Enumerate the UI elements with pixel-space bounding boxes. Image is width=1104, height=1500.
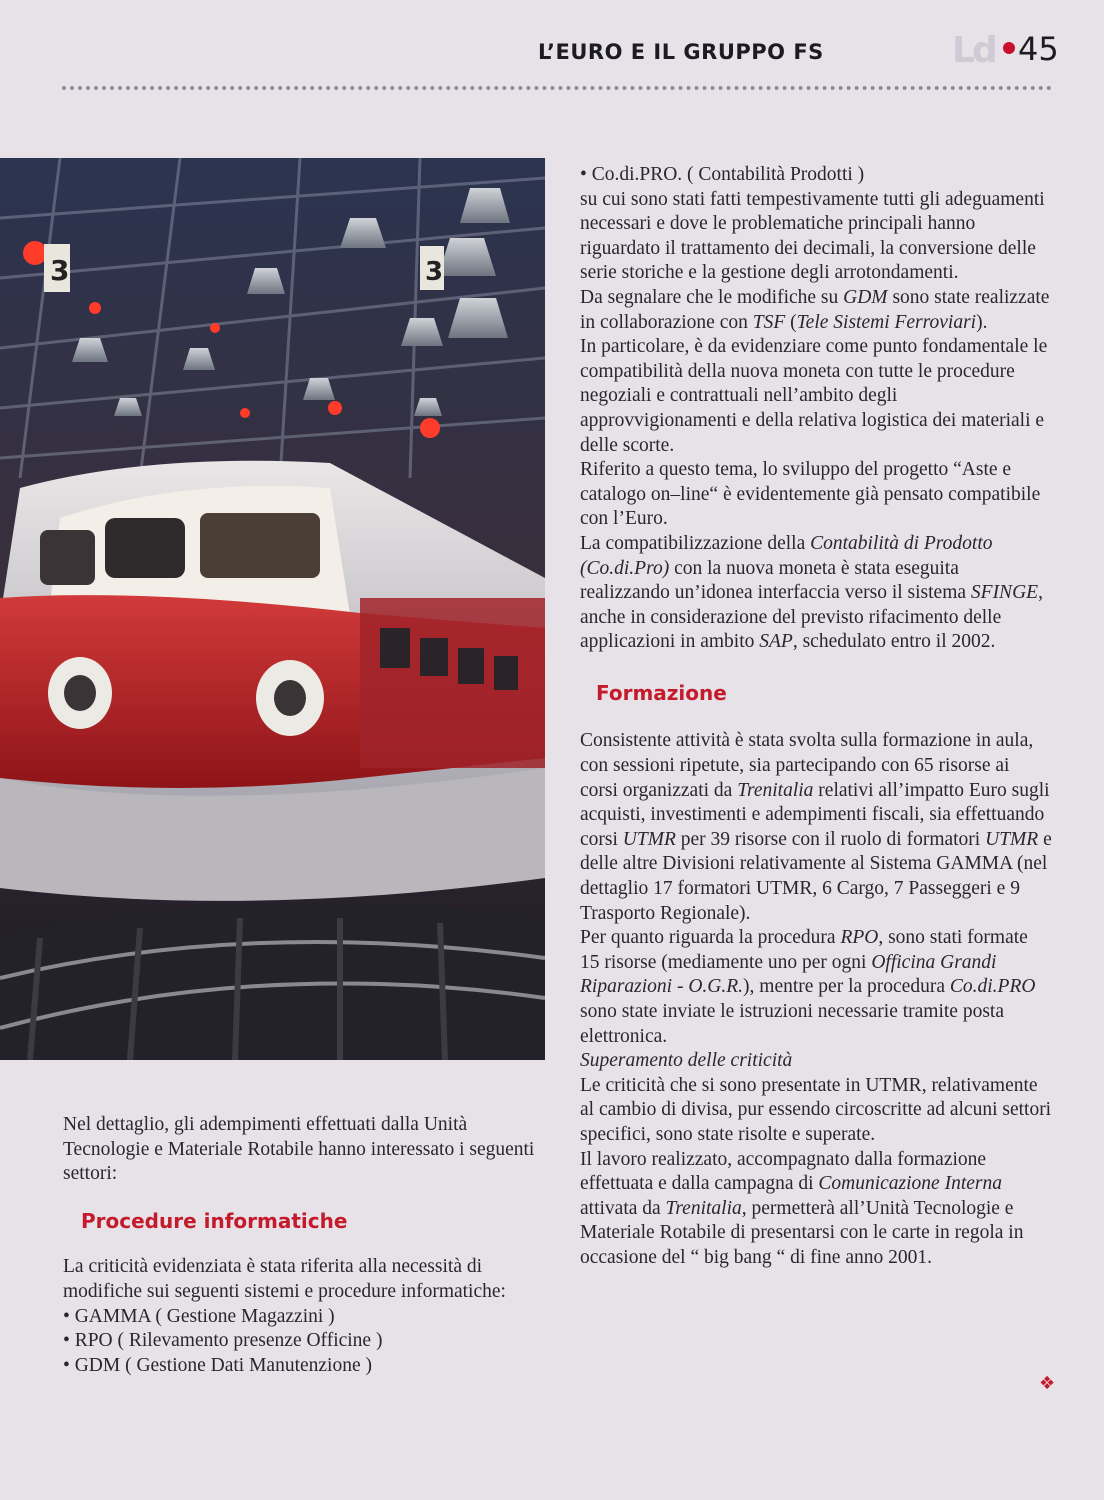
end-mark-icon: ❖ (1039, 1373, 1056, 1394)
paragraph: su cui sono stati fatti tempestivamente tutti gli adeguamenti necessari e dove le problematiche principali hanno riguardato il trattamento dei decimali, la conversione delle serie storiche e la gestione degli arrotondamenti. (580, 188, 1045, 284)
paragraph: Riferito a questo tema, lo sviluppo del progetto “Aste e catalogo on–line“ è evidentemente già pensato compatibile con l’Euro. (580, 459, 1041, 530)
list-item: • GDM ( Gestione Dati Manutenzione ) (63, 1354, 373, 1376)
list-item: • GAMMA ( Gestione Magazzini ) (63, 1305, 335, 1327)
intro-paragraph: Nel dettaglio, gli adempimenti effettuati dalla Unità Tecnologie e Materiale Rotabile hanno interessato i seguenti settori: (63, 1114, 535, 1185)
procedure-paragraph: La criticità evidenziata è stata riferita alla necessità di modifiche sui seguenti sistemi e procedure informatiche: (63, 1256, 506, 1302)
magazine-logo: Ld (952, 30, 995, 71)
dotted-divider (62, 86, 1052, 90)
paragraph: Consistente attività è stata svolta sulla formazione in aula, con sessioni ripetute, sia partecipando con 65 risorse ai corsi organizzati da Trenitalia relativi all’impatto Euro sugli acquisti, investimenti e adempimenti fiscali, sia effettuando corsi UTMR per 39 risorse con il ruolo di formatori UTMR e delle altre Divisioni relativamente al Sistema GAMMA (nel dettaglio 17 formatori UTMR, 6 Cargo, 7 Passeggeri e 9 Trasporto Regionale). (580, 730, 1052, 924)
paragraph: La compatibilizzazione della Contabilità di Prodotto (Co.di.Pro) con la nuova moneta è stata eseguita realizzando un’idonea interfaccia verso il sistema SFINGE, anche in considerazione del previsto rifacimento delle applicazioni in ambito SAP, schedulato entro il 2002. (580, 532, 1043, 653)
paragraph: Per quanto riguarda la procedura RPO, sono stati formate 15 risorse (mediamente uno per ogni Officina Grandi Riparazioni - O.G.R.), mentre per la procedura Co.di.PRO sono state inviate le istruzioni necessarie tramite posta elettronica. (580, 927, 1036, 1047)
paragraph: Da segnalare che le modifiche su GDM sono state realizzate in collaborazione con TSF (Tele Sistemi Ferroviari). (580, 286, 1050, 333)
train-photo (0, 158, 545, 1060)
right-column (580, 163, 1052, 1271)
list-item: • Co.di.PRO. ( Contabilità Prodotti ) (580, 164, 865, 185)
paragraph: In particolare, è da evidenziare come punto fondamentale le compatibilità della nuova moneta con tutte le procedure negoziali e contrattuali nell’ambito degli approvvigionamenti e della relativa logistica dei materiali e delle scorte. (580, 336, 1048, 456)
subheading: Superamento delle criticità (580, 1050, 793, 1072)
left-column (63, 1113, 538, 1378)
signal-number-1: 3 (50, 254, 70, 287)
paragraph: Le criticità che si sono presentate in UTMR, relativamente al cambio di divisa, pur essendo circoscritte ad alcuni settori specifici, sono state risolte e superate. (580, 1074, 1052, 1145)
bullet-dot-icon (1003, 42, 1015, 54)
section-heading-formazione: Formazione (596, 680, 727, 705)
page-number: 45 (1018, 30, 1059, 68)
paragraph: Il lavoro realizzato, accompagnato dalla formazione effettuata e dalla campagna di Comunicazione Interna attivata da Trenitalia, permetterà all’Unità Tecnologie e Materiale Rotabile di presentarsi con le carte in regola in occasione del “ big bang “ di fine anno 2001. (580, 1148, 1024, 1268)
list-item: • RPO ( Rilevamento presenze Officine ) (63, 1330, 383, 1352)
signal-number-2: 3 (425, 257, 444, 287)
running-header-title: L’EURO E IL GRUPPO FS (538, 40, 824, 64)
section-heading-procedure: Procedure informatiche (81, 1208, 348, 1233)
